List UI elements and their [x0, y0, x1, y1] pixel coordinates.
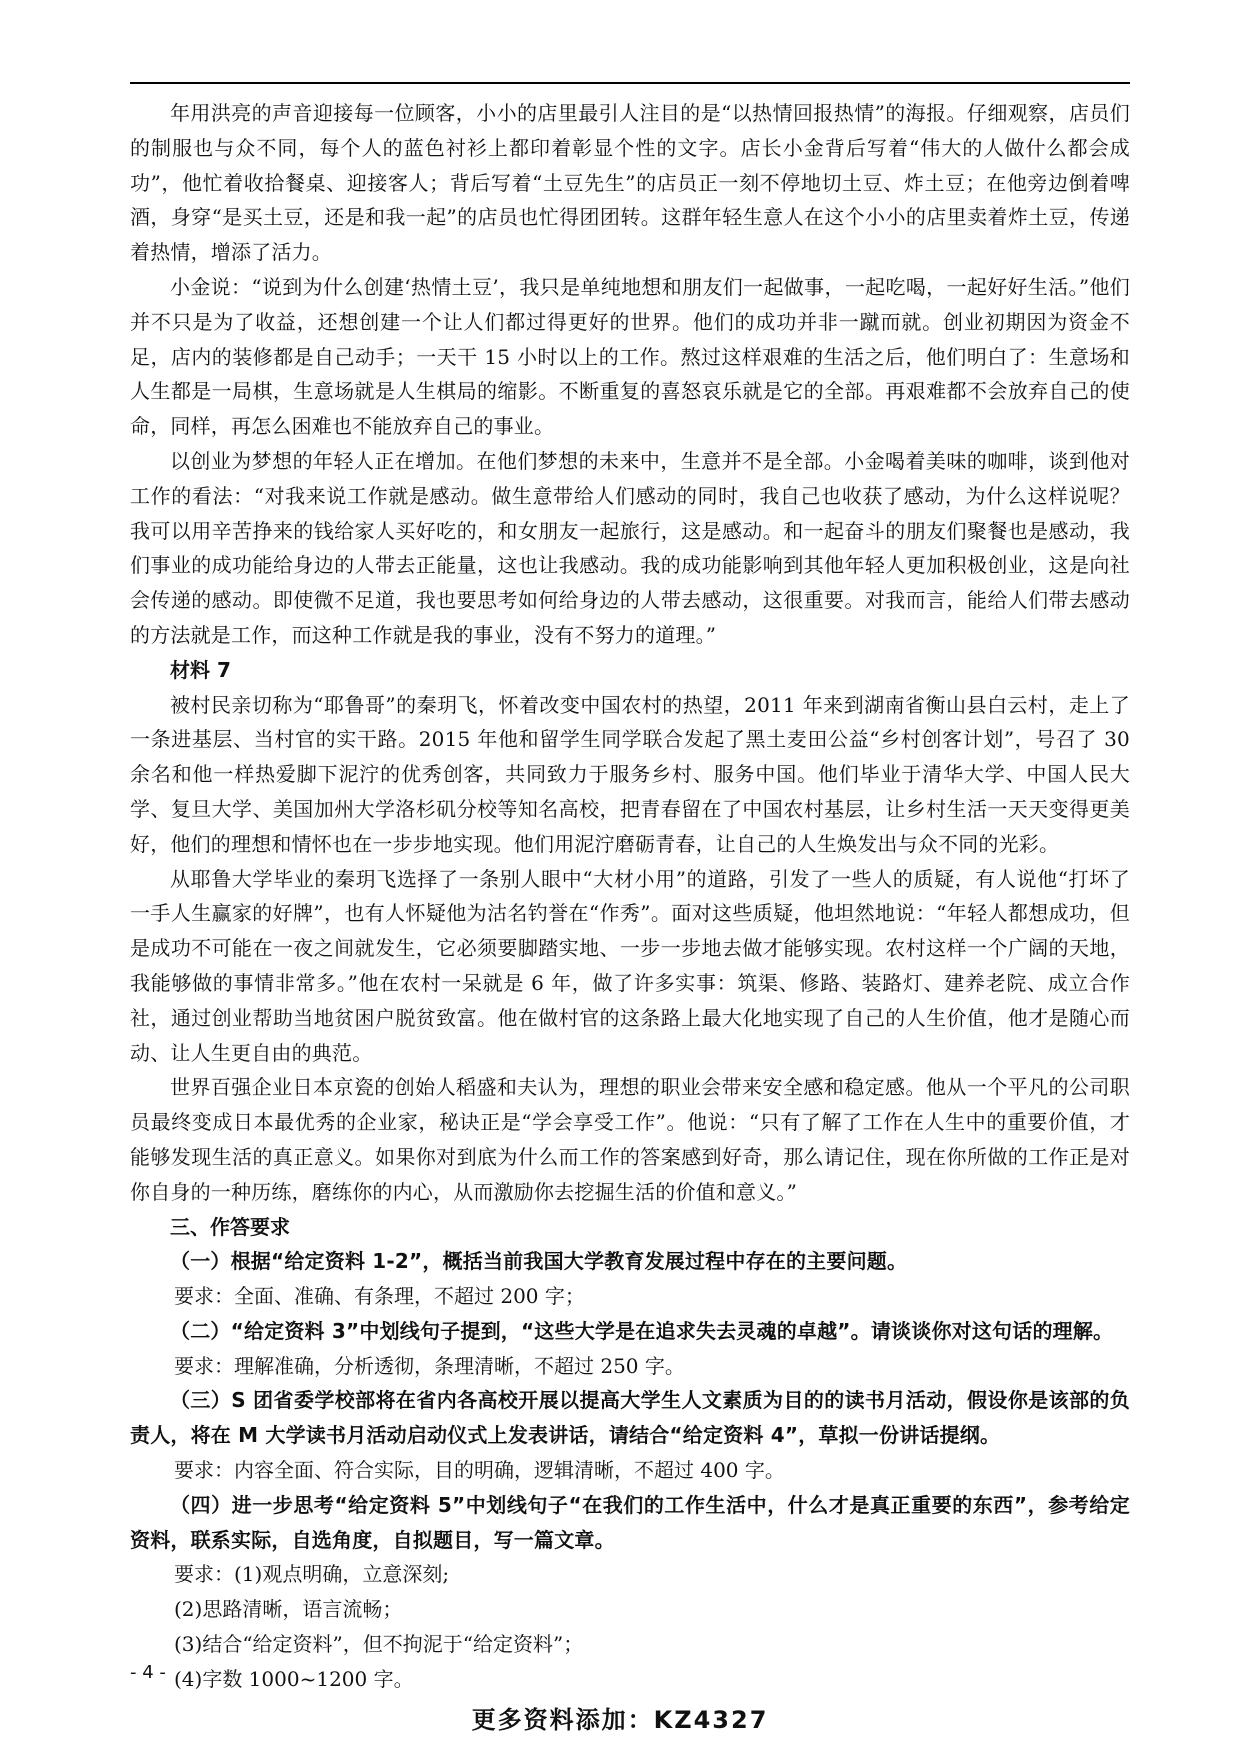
question-4-requirement-2: (2)思路清晰，语言流畅；	[174, 1597, 403, 1622]
question-4-requirement-3: (3)结合“给定资料”，但不拘泥于“给定资料”；	[174, 1632, 584, 1657]
paragraph-2: 小金说：“说到为什么创建‘热情土豆’，我只是单纯地想和朋友们一起做事，一起吃喝，一起好好生活。”他们并不只是为了收益，还想创建一个让人们都过得更好的世界。他们的成功并非一蹴而就。创业初期因为资金不足，店内的装修都是自己动手；一天干 15 小时以上的工作。熬过这样艰难的生活之后，他们明白了：生意场和人生都是一局棋，生意场就是人生棋局的缩影。不断重复的喜怒哀乐就是它的全部。再艰难都不会放弃自己的使命，同样，再怎么困难也不能放弃自己的事业。	[130, 274, 1130, 439]
paragraph-m7-3: 世界百强企业日本京瓷的创始人稻盛和夫认为，理想的职业会带来安全感和稳定感。他从一个平凡的公司职员最终变成日本最优秀的企业家，秘诀正是“学会享受工作”。他说：“只有了解了工作在人生中的重要价值，才能够发现生活的真正意义。如果你对到底为什么而工作的答案感到好奇，那么请记住，现在你所做的工作正是对你自身的一种历练，磨练你的内心，从而激励你去挖掘生活的价值和意义。”	[130, 1075, 1130, 1204]
question-1-requirement: 要求：全面、准确、有条理，不超过 200 字；	[174, 1284, 585, 1309]
question-3: （三）S 团省委学校部将在省内各高校开展以提高大学生人文素质为目的的读书月活动，假设你是该部的负责人，将在 M 大学读书月活动启动仪式上发表讲话，请结合“给定资料 4”，草拟一份讲话提纲。	[130, 1388, 1130, 1448]
paragraph-m7-1: 被村民亲切称为“耶鲁哥”的秦玥飞，怀着改变中国农村的热望，2011 年来到湖南省衡山县白云村，走上了一条进基层、当村官的实干路。2015 年他和留学生同学联合发起了黑土麦田公益“乡村创客计划”，号召了 30 余名和他一样热爱脚下泥泞的优秀创客，共同致力于服务乡村、服务中国。他们毕业于清华大学、中国人民大学、复旦大学、美国加州大学洛杉矶分校等知名高校，把青春留在了中国农村基层，让乡村生活一天天变得更美好，他们的理想和情怀也在一步步地实现。他们用泥泞磨砺青春，让自己的人生焕发出与众不同的光彩。	[130, 692, 1130, 856]
paragraph-m7-2: 从耶鲁大学毕业的秦玥飞选择了一条别人眼中“大材小用”的道路，引发了一些人的质疑，有人说他“打坏了一手人生赢家的好牌”，也有人怀疑他为沽名钓誉在“作秀”。面对这些质疑，他坦然地说：“年轻人都想成功，但是成功不可能在一夜之间就发生，它必须要脚踏实地、一步一步地去做才能够实现。农村这样一个广阔的天地，我能够做的事情非常多。”他在农村一呆就是 6 年，做了许多实事：筑渠、修路、装路灯、建养老院、成立合作社，通过创业帮助当地贫困户脱贫致富。他在做村官的这条路上最大化地实现了自己的人生价值，他才是随心而动、让人生更自由的典范。	[130, 866, 1130, 1065]
material-7-heading: 材料 7	[170, 657, 231, 682]
question-4: （四）进一步思考“给定资料 5”中划线句子“在我们的工作生活中，什么才是真正重要的东西”，参考给定资料，联系实际，自选角度，自拟题目，写一篇文章。	[130, 1492, 1130, 1552]
question-2: （二）“给定资料 3”中划线句子提到，“这些大学是在追求失去灵魂的卓越”。请谈谈你对这句话的理解。	[170, 1318, 1114, 1343]
page-content	[130, 96, 1130, 1697]
footer-contact: 更多资料添加：KZ4327	[471, 1706, 769, 1734]
paragraph-1: 年用洪亮的声音迎接每一位顾客，小小的店里最引人注目的是“以热情回报热情”的海报。仔细观察，店员们的制服也与众不同，每个人的蓝色衬衫上都印着彰显个性的文字。店长小金背后写着“伟大的人做什么都会成功”，他忙着收拾餐桌、迎接客人；背后写着“土豆先生”的店员正一刻不停地切土豆、炸土豆；在他旁边倒着啤酒，身穿“是买土豆，还是和我一起”的店员也忙得团团转。这群年轻生意人在这个小小的店里卖着炸土豆，传递着热情，增添了活力。	[130, 101, 1130, 265]
section-3-heading: 三、作答要求	[170, 1214, 290, 1239]
question-4-requirement-1: 要求：(1)观点明确，立意深刻;	[174, 1562, 450, 1587]
question-3-requirement: 要求：内容全面、符合实际，目的明确，逻辑清晰，不超过 400 字。	[174, 1458, 785, 1483]
question-1: （一）根据“给定资料 1-2”，概括当前我国大学教育发展过程中存在的主要问题。	[170, 1249, 908, 1274]
question-2-requirement: 要求：理解准确，分析透彻，条理清晰，不超过 250 字。	[174, 1353, 685, 1378]
page-number: - 4 -	[130, 1662, 166, 1683]
paragraph-3: 以创业为梦想的年轻人正在增加。在他们梦想的未来中，生意并不是全部。小金喝着美味的咖啡，谈到他对工作的看法：“对我来说工作就是感动。做生意带给人们感动的同时，我自己也收获了感动，为什么这样说呢？我可以用辛苦挣来的钱给家人买好吃的，和女朋友一起旅行，这是感动。和一起奋斗的朋友们聚餐也是感动，我们事业的成功能给身边的人带去正能量，这也让我感动。我的成功能影响到其他年轻人更加积极创业，这是向社会传递的感动。即使微不足道，我也要思考如何给身边的人带去感动，这很重要。对我而言，能给人们带去感动的方法就是工作，而这种工作就是我的事业，没有不努力的道理。”	[130, 448, 1130, 647]
header-rule	[130, 82, 1130, 84]
question-4-requirement-4: (4)字数 1000~1200 字。	[174, 1666, 414, 1691]
